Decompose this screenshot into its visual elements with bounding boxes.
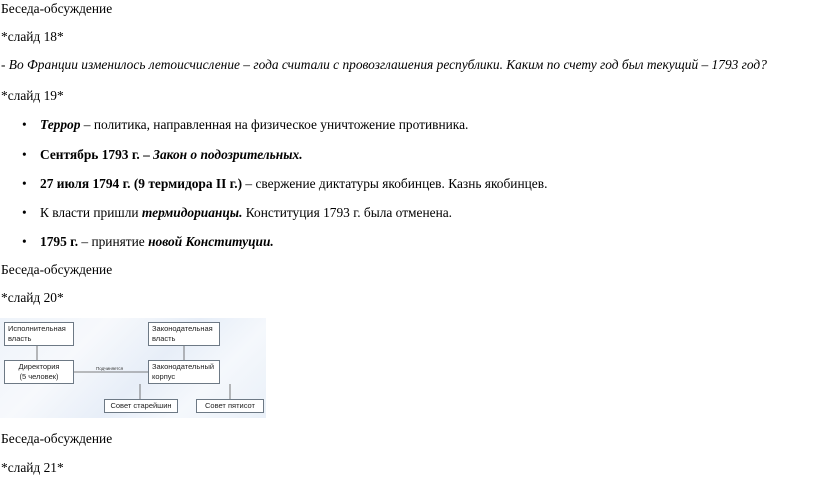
bullet-icon: • [22, 176, 27, 191]
box-label: Законодательный [152, 362, 215, 371]
list-item [22, 117, 468, 133]
bullet-icon: • [22, 234, 27, 249]
bullet-icon: • [22, 117, 27, 132]
box-label: корпус [152, 372, 176, 381]
question-text: - Во Франции изменилось летоисчисление – года считали с провозглашения республики. Каким по счету год был текущий – 1793 год? [1, 57, 767, 72]
box-label: (5 человек) [19, 372, 59, 381]
exec-power-box [4, 322, 74, 346]
heading-discussion-1: Беседа-обсуждение [1, 1, 113, 16]
slide-label-18: *слайд 18* [1, 29, 64, 44]
heading-discussion-2: Беседа-обсуждение [1, 262, 113, 277]
bullet-icon: • [22, 147, 27, 162]
term-terror: Террор [40, 117, 81, 132]
heading-discussion-3: Беседа-обсуждение [1, 431, 113, 446]
term-thermidorians: термидорианцы. [141, 205, 243, 220]
government-structure-diagram [0, 318, 266, 418]
list-item [22, 147, 303, 163]
date-text: 1795 г. [40, 234, 79, 249]
slide-label-21: *слайд 21* [1, 460, 64, 475]
list-item [22, 205, 452, 221]
date-text: 27 июля 1794 г. (9 термидора II г.) [40, 176, 243, 191]
bullet-icon: • [22, 205, 27, 220]
list-item [22, 234, 274, 250]
slide-label-20: *слайд 20* [1, 290, 64, 305]
event-text: – свержение диктатуры якобинцев. Казнь якобинцев. [242, 176, 548, 191]
date-text: Сентябрь 1793 г. – [40, 147, 154, 162]
law-name: Закон о подозрительных. [153, 147, 303, 162]
box-label: Совет пятисот [205, 401, 255, 410]
slide-label-19: *слайд 19* [1, 88, 64, 103]
box-label: Законодательная [152, 324, 213, 333]
constitution-name: новой Конституции. [148, 234, 274, 249]
event-text: Конституция 1793 г. была отменена. [242, 205, 453, 220]
list-item [22, 176, 547, 192]
box-label: Директория [18, 362, 60, 371]
event-text: – принятие [78, 234, 149, 249]
corps-box [148, 360, 220, 384]
elders-box [104, 399, 178, 413]
box-label: власть [8, 334, 32, 343]
box-label: Исполнительная [8, 324, 66, 333]
definition-text: – политика, направленная на физическое уничтожение противника. [80, 117, 469, 132]
box-label: власть [152, 334, 176, 343]
five-hundred-box [196, 399, 264, 413]
box-label: Совет старейшин [110, 401, 172, 410]
leg-power-box [148, 322, 220, 346]
directory-box [4, 360, 74, 384]
event-text: К власти пришли [40, 205, 142, 220]
link-label: Подчиняется [96, 366, 124, 371]
